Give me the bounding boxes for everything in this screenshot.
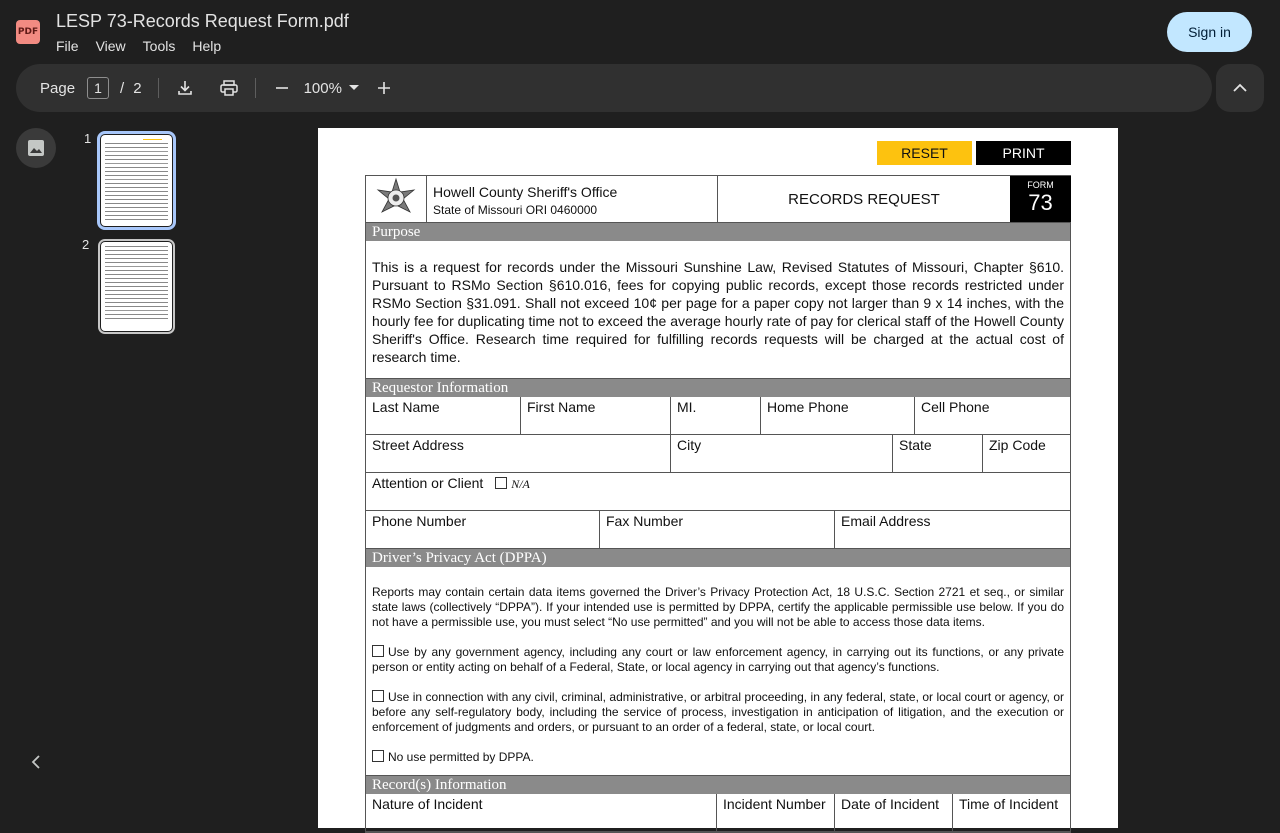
menu-help[interactable]: Help: [192, 38, 222, 54]
page-number-input[interactable]: 1: [87, 77, 109, 99]
requestor-heading: Requestor Information: [366, 379, 1070, 397]
form-title: RECORDS REQUEST: [717, 176, 1010, 222]
caret-down-icon: [349, 85, 359, 91]
time-of-incident-field[interactable]: Time of Incident: [959, 796, 1059, 812]
form-number-box: [1010, 176, 1071, 222]
dppa-option-3: [372, 750, 1064, 765]
sheriff-star-logo: [366, 176, 427, 222]
chevron-up-icon: [1233, 83, 1247, 93]
attention-field[interactable]: [366, 473, 1070, 510]
form-number: 73: [1028, 190, 1053, 215]
phone-number-field[interactable]: Phone Number: [366, 511, 600, 548]
date-of-incident-field[interactable]: Date of Incident: [835, 794, 953, 831]
pdf-toolbar: [16, 64, 1212, 112]
menu-bar: [56, 38, 238, 54]
download-icon: [176, 79, 194, 97]
page-thumbnail-2[interactable]: [101, 242, 172, 331]
first-name-field[interactable]: First Name: [521, 397, 671, 434]
zoom-out-button[interactable]: [264, 70, 300, 106]
home-phone-field[interactable]: Home Phone: [761, 397, 915, 434]
attention-label: Attention or Client: [372, 475, 484, 491]
fax-number-field[interactable]: Fax Number: [600, 511, 835, 548]
thumbnail-preview: [105, 139, 168, 222]
page-thumbnail-1[interactable]: [101, 135, 172, 226]
sign-in-button[interactable]: Sign in: [1167, 12, 1252, 52]
form-print-button[interactable]: PRINT: [976, 141, 1071, 165]
state-ori: State of Missouri ORI 0460000: [433, 203, 598, 217]
page-separator: /: [120, 79, 125, 97]
collapse-sidebar-button[interactable]: [20, 746, 52, 778]
dppa-option-1-text: Use by any government agency, including any court or law enforcement agency, in carrying out its functions, or any private person or entity acting on behalf of a Federal, State, or local agency in carrying out that agency’s functions.: [372, 645, 1064, 674]
document-title: LESP 73-Records Request Form.pdf: [56, 11, 349, 31]
last-name-field[interactable]: Last Name: [366, 397, 521, 434]
requestor-row-4: [366, 511, 1070, 549]
dppa-option-2-text: Use in connection with any civil, criminal, administrative, or arbitral proceeding, in any federal, state, or local court or agency, or before any self-regulatory body, including the service of process, investigation in anticipation of litigation, and the execution or enforcement of judgments and orders, or pursuant to an order of a federal, state, or local court.: [372, 690, 1064, 734]
download-button[interactable]: [167, 70, 203, 106]
image-icon: [27, 139, 45, 157]
requestor-row-1: [366, 397, 1070, 435]
printer-icon: [219, 79, 239, 97]
thumbnail-toggle-button[interactable]: [16, 128, 56, 168]
na-label: N/A: [511, 477, 530, 491]
thumbnail-preview: [105, 246, 168, 327]
menu-tools[interactable]: Tools: [142, 38, 176, 54]
thumbnail-number: 1: [84, 131, 92, 146]
requestor-row-2: [366, 435, 1070, 473]
collapse-toolbar-button[interactable]: [1216, 64, 1264, 112]
records-request-form: [365, 175, 1071, 833]
toolbar-divider: [158, 78, 159, 98]
zip-code-field[interactable]: Zip Code: [989, 437, 1046, 453]
toolbar-divider: [255, 78, 256, 98]
office-name: Howell County Sheriff's Office: [433, 184, 618, 200]
zoom-level[interactable]: 100%: [303, 79, 342, 97]
chevron-left-icon: [31, 755, 41, 769]
purpose-heading: Purpose: [366, 223, 1070, 241]
middle-initial-field[interactable]: MI.: [671, 397, 761, 434]
na-checkbox[interactable]: [495, 477, 507, 489]
print-button[interactable]: [211, 70, 247, 106]
dppa-option-2: [372, 690, 1064, 735]
dppa-heading: Driver’s Privacy Act (DPPA): [366, 549, 1070, 567]
dppa-intro: Reports may contain certain data items governed the Driver’s Privacy Protection Act, 18 U.S.C. Section 2721 et seq., or similar state laws (collectively “DPPA”). If your intended use is permitted by DPPA, certify the applicable permissible use below. If you do not have a permissible use, you must select “No use permitted” and you will not be able to access those data items.: [372, 585, 1064, 629]
zoom-in-button[interactable]: [366, 70, 402, 106]
thumbnail-number: 2: [82, 237, 90, 252]
state-field[interactable]: State: [893, 435, 983, 472]
incident-number-field[interactable]: Incident Number: [717, 794, 835, 831]
reset-button[interactable]: RESET: [877, 141, 972, 165]
zoom-dropdown[interactable]: [342, 70, 366, 106]
dppa-checkbox-1[interactable]: [372, 645, 384, 657]
form-label: FORM: [1027, 180, 1054, 190]
title-bar: [0, 0, 1280, 62]
menu-file[interactable]: File: [56, 38, 79, 54]
dppa-checkbox-2[interactable]: [372, 690, 384, 702]
cell-phone-field[interactable]: Cell Phone: [921, 399, 990, 415]
email-address-field[interactable]: Email Address: [841, 513, 931, 529]
street-address-field[interactable]: Street Address: [366, 435, 671, 472]
dppa-section: [366, 567, 1070, 776]
menu-view[interactable]: View: [95, 38, 126, 54]
purpose-text: This is a request for records under the Missouri Sunshine Law, Revised Statutes of Missouri, Chapter §610. Pursuant to RSMo Section §610.016, fees for copying public records, except those records restricted under RSMo Section §31.091. Shall not exceed 10¢ per page for a paper copy not larger than 9 x 14 inches, with the hourly fee for duplicating time not to exceed the average hourly rate of pay for clerical staff of the Howell County Sheriff's Office. Research time required for fulfilling records requests will be charged at the actual cost of research time.: [366, 241, 1070, 379]
form-header: [366, 176, 1070, 223]
total-pages: 2: [133, 79, 142, 97]
plus-icon: [376, 80, 392, 96]
dppa-checkbox-3[interactable]: [372, 750, 384, 762]
page-label: Page: [40, 79, 76, 97]
nature-of-incident-field[interactable]: Nature of Incident: [366, 794, 717, 831]
dppa-option-1: [372, 645, 1064, 675]
dppa-option-3-text: No use permitted by DPPA.: [388, 750, 534, 764]
records-heading: Record(s) Information: [366, 776, 1070, 794]
city-field[interactable]: City: [671, 435, 893, 472]
records-row-1: [366, 794, 1070, 832]
pdf-page: [318, 128, 1118, 828]
requestor-row-3: [366, 473, 1070, 511]
pdf-app-icon: PDF: [16, 20, 40, 44]
minus-icon: [274, 80, 290, 96]
